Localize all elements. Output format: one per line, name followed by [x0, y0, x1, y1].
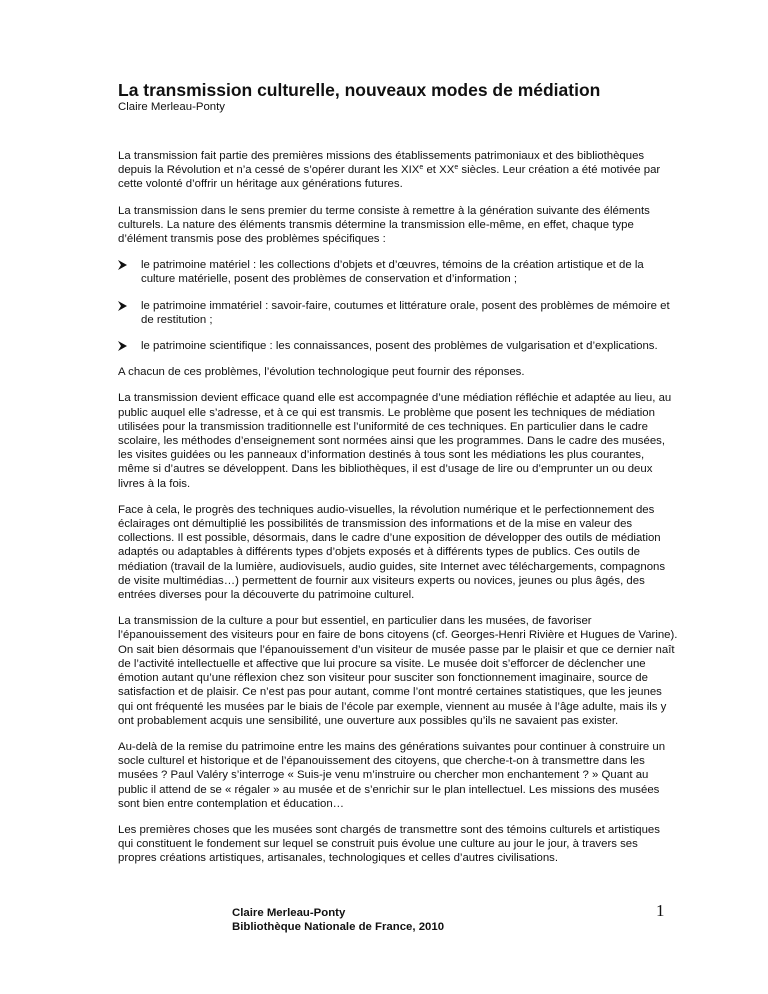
heritage-type-list — [118, 258, 678, 353]
document-body — [118, 80, 678, 878]
intro-paragraph — [118, 149, 678, 192]
page-number: 1 — [656, 901, 665, 920]
paragraph-7: Au-delà de la remise du patrimoine entre les mains des générations suivantes pour continuer à construire un socle culturel et historique et de l’épanouissement des citoyens, que cherche-t-on à transmettre dans les musées ? Paul Valéry s’interroge « Suis-je venu m’instruire ou chercher mon enchantement ? » Quant au public il attend de se « régaler » au musée et de s’enrichir sur le plan intellectuel. Les missions des musées sont bien entre contemplation et éducation… — [118, 740, 666, 810]
list-item — [118, 339, 678, 353]
document-title: La transmission culturelle, nouveaux modes de médiation — [118, 80, 601, 100]
arrowhead-bullet-icon — [118, 260, 127, 270]
paragraph-8: Les premières choses que les musées sont chargés de transmettre sont des témoins culturels et artistiques qui constituent le fondement sur lequel se construit puis évolue une culture au jour le jour, à travers ses propres créations artistiques, artisanales, technologiques et celles d’autres civilisations. — [118, 823, 660, 865]
intro-text-2: et XX — [423, 164, 455, 177]
intro-text-3: siècles. Leur création a été motivée par cette volonté d’offrir un héritage aux générations futures. — [118, 164, 661, 191]
arrowhead-bullet-icon — [118, 341, 127, 351]
paragraph-4: La transmission devient efficace quand elle est accompagnée d’une médiation réfléchie et adaptée au lieu, au public auquel elle s’adresse, et à ce qui est transmis. Le problème que posent les techniques de médiation utilisées pour la transmission traditionnelle est l’uniformité de ces techniques. En particulier dans le cadre scolaire, les méthodes d’enseignement sont normées ainsi que les programmes. Dans le cadre des musées, les visites guidées ou les panneaux d’information destinés à tous sont les médiations les plus courantes, même si d’autres se développent. Dans les bibliothèques, il est d’usage de lire ou d’emprunter un ou deux livres à la fois. — [118, 392, 672, 490]
footer-author: Claire Merleau-Ponty — [232, 907, 346, 919]
paragraph-3: A chacun de ces problèmes, l’évolution technologique peut fournir des réponses. — [118, 366, 525, 379]
paragraph-2: La transmission dans le sens premier du terme consiste à remettre à la génération suivante des éléments culturels. La nature des éléments transmis détermine la transmission elle-même, en effet, chaque type d’élément transmis pose des problèmes spécifiques : — [118, 204, 650, 246]
paragraph-5: Face à cela, le progrès des techniques audio-visuelles, la révolution numérique et le perfectionnement des éclairages ont démultiplié les possibilités de transmission des informations et de la mise en valeur des collections. Il est possible, désormais, dans le cadre d’une exposition de développer des outils de médiation adaptés ou adaptables à différents types d’objets exposés et à différents types de publics. Ces outils de médiation (travail de la lumière, audiovisuels, audio guides, site Internet avec téléchargements, compagnons de visite multimédias…) permettent de fournir aux visiteurs experts ou novices, jeunes ou plus âgés, des entrées diverses pour la découverte du patrimoine culturel. — [118, 503, 666, 602]
author-name: Claire Merleau-Ponty — [118, 101, 225, 113]
century-superscript-1: e — [419, 164, 424, 172]
list-item-text: le patrimoine matériel : les collections d’objets et d’œuvres, témoins de la création artistique et de la culture matérielle, posent des problèmes de conservation et d’information ; — [141, 259, 644, 286]
list-item — [118, 258, 678, 286]
list-item-text: le patrimoine immatériel : savoir-faire, coutumes et littérature orale, posent des problèmes de mémoire et de restitution ; — [141, 299, 670, 326]
intro-text-1: La transmission fait partie des premières missions des établissements patrimoniaux et des bibliothèques depuis la Révolution et n’a cessé de s’opérer durant les XIX — [118, 150, 645, 177]
list-item — [118, 299, 678, 327]
footer-institution: Bibliothèque Nationale de France, 2010 — [232, 921, 445, 933]
arrowhead-bullet-icon — [118, 301, 127, 311]
page-footer — [232, 906, 444, 934]
paragraph-6: La transmission de la culture a pour but essentiel, en particulier dans les musées, de favoriser l’épanouissement des visiteurs pour en faire de bons citoyens (cf. Georges-Henri Rivière et Hugues de Varine). On sait bien désormais que l’épanouissement d’un visiteur de musée passe par le plaisir et que ce dernier naît de l’activité intellectuelle et affective que lui procure sa visite. Le musée doit s’efforcer de déclencher une émotion autant qu’une réflexion chez son visiteur pour susciter son fonctionnement imaginaire, source de satisfaction et de plaisir. Ce n’est pas pour autant, comme l’ont montré certaines statistiques, que les jeunes qui ont fréquenté les musées par le biais de l’école par exemple, viennent au musée à l’âge adulte, mais ils y ont probablement acquis une sensibilité, une ouverture aux possibles qu’ils ne savaient pas exister. — [118, 615, 678, 727]
century-superscript-2: e — [454, 164, 459, 172]
list-item-text: le patrimoine scientifique : les connaissances, posent des problèmes de vulgarisation et d’explications. — [141, 340, 658, 353]
